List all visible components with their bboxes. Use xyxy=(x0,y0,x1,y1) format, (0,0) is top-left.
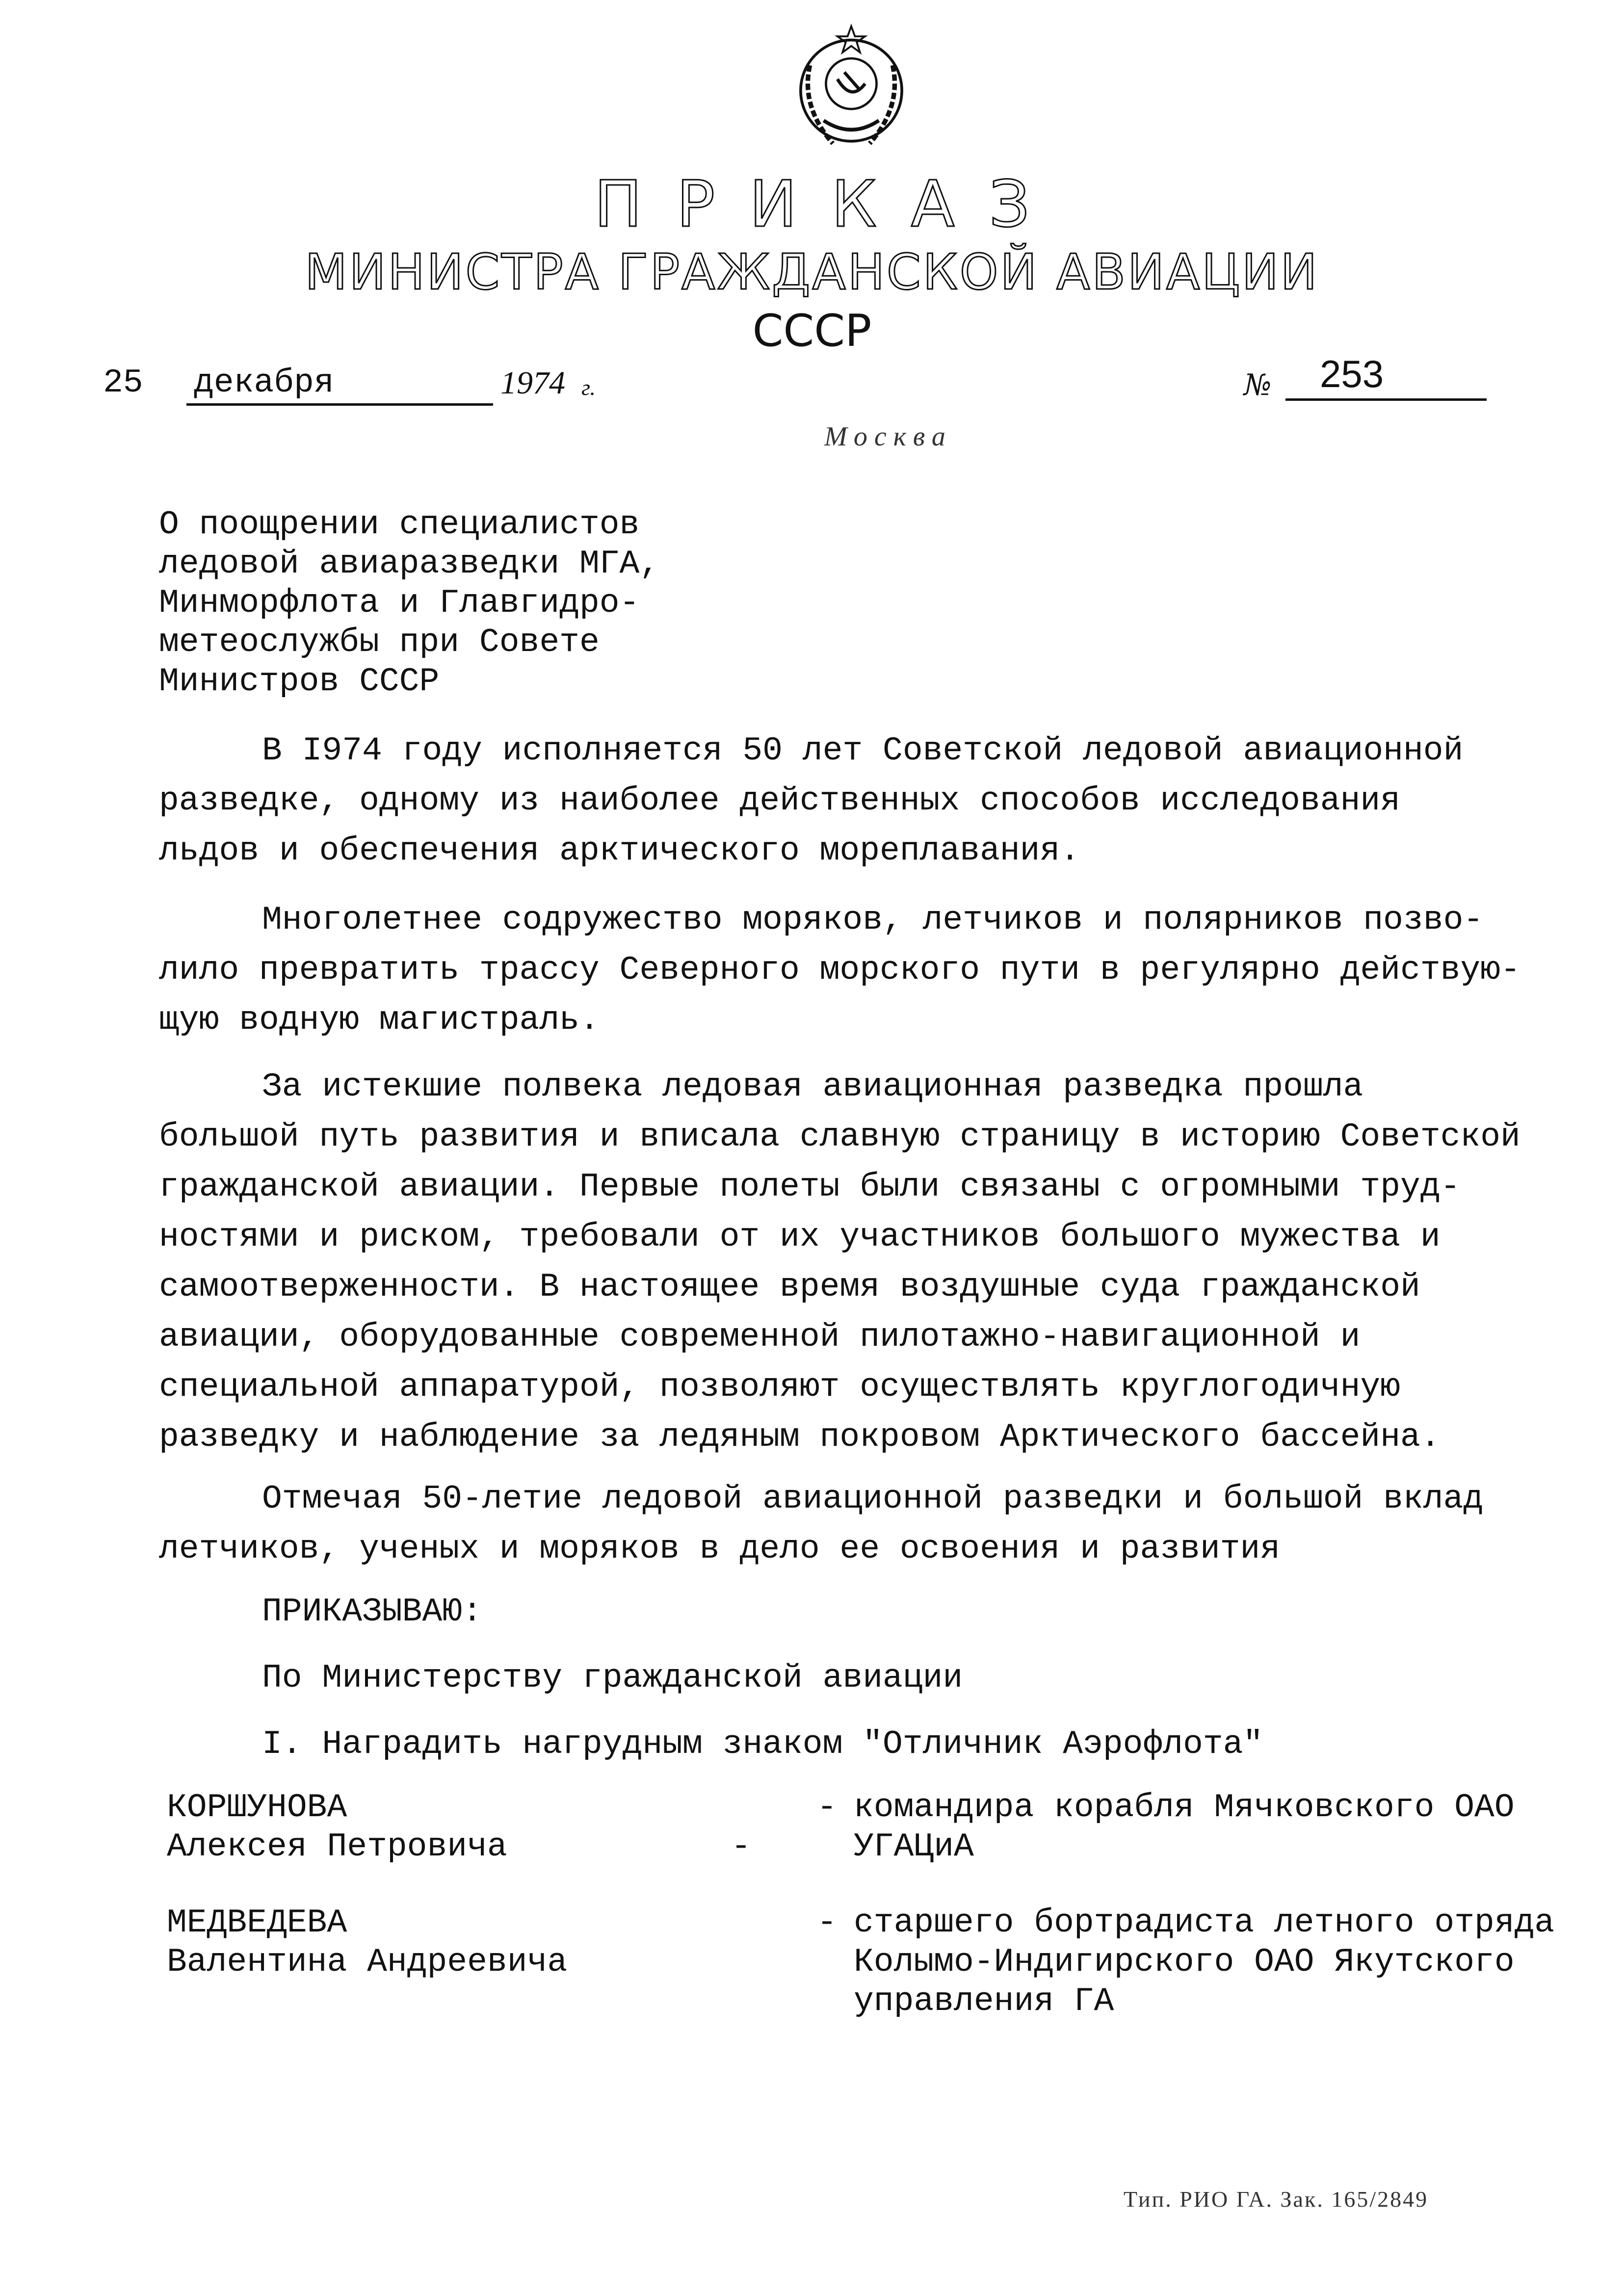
text-line: ностями и риском, требовали от их участников большого мужества и xyxy=(159,1218,1441,1256)
document-title: ПРИКАЗ xyxy=(594,167,1064,241)
subject-line: Министров СССР xyxy=(159,663,440,701)
number-label: № xyxy=(1244,368,1272,402)
position-line: командира корабля Мячковского ОАО xyxy=(854,1789,1515,1826)
awardee-1-dash-2: - xyxy=(731,1828,751,1866)
awardee-given-name: Валентина Андреевича xyxy=(167,1943,568,1981)
awardee-2-position xyxy=(854,1904,1554,2021)
text-line: лило превратить трассу Северного морского пути в регулярно действую- xyxy=(159,951,1520,989)
order-section: По Министерству гражданской авиации xyxy=(262,1659,963,1697)
subject-line: метеослужбы при Совете xyxy=(159,624,600,661)
date-month: декабря xyxy=(194,364,334,402)
country-heading: СССР xyxy=(752,305,872,357)
text-line: разведку и наблюдение за ледяным покровом Арктического бассейна. xyxy=(159,1418,1441,1456)
awardee-given-name: Алексея Петровича xyxy=(167,1828,507,1866)
subject-line: Минморфлота и Главгидро- xyxy=(159,584,640,622)
awardee-2-name xyxy=(167,1904,567,1982)
awardee-2-dash-col xyxy=(817,1904,837,1943)
awardee-1-dash-col xyxy=(817,1788,837,1827)
text-line: В I974 году исполняется 50 лет Советской ледовой авиационной xyxy=(262,732,1464,770)
paragraph-1 xyxy=(159,726,1463,876)
paragraph-2 xyxy=(159,895,1520,1045)
ministry-heading: МИНИСТРА ГРАЖДАНСКОЙ АВИАЦИИ xyxy=(305,243,1319,301)
order-item-1: I. Наградить нагрудным знаком "Отличник Аэрофлота" xyxy=(262,1725,1263,1763)
position-line: управления ГА xyxy=(854,1983,1114,2020)
subject-line: ледовой авиаразведки МГА, xyxy=(159,545,660,583)
text-line: щую водную магистраль. xyxy=(159,1001,600,1039)
awardee-1-dash: - xyxy=(817,1789,837,1826)
position-line: Колымо-Индигирского ОАО Якутского xyxy=(854,1943,1515,1981)
awardee-surname: КОРШУНОВА xyxy=(167,1789,347,1826)
order-heading: ПРИКАЗЫВАЮ: xyxy=(262,1593,482,1631)
city: Москва xyxy=(824,421,952,452)
state-emblem-icon xyxy=(787,15,915,162)
text-line: За истекшие полвека ледовая авиационная разведка прошла xyxy=(262,1068,1363,1106)
text-line: специальной аппаратурой, позволяют осуществлять круглогодичную xyxy=(159,1368,1401,1406)
text-line: гражданской авиации. Первые полеты были связаны с огромными труд- xyxy=(159,1168,1461,1206)
order-number: 253 xyxy=(1320,352,1384,395)
text-line: большой путь развития и вписала славную страницу в историю Советской xyxy=(159,1118,1520,1156)
text-line: самоотверженности. В настоящее время воздушные суда гражданской xyxy=(159,1268,1420,1306)
position-line: УГАЦиА xyxy=(854,1828,974,1866)
text-line: Многолетнее содружество моряков, летчиков и полярников позво- xyxy=(262,901,1484,939)
awardee-surname: МЕДВЕДЕВА xyxy=(167,1904,347,1942)
paragraph-3 xyxy=(159,1062,1520,1462)
awardee-1-name xyxy=(167,1788,507,1867)
text-line: разведке, одному из наиболее действенных способов исследования xyxy=(159,782,1401,820)
date-year: 1974 xyxy=(500,365,565,401)
date-underline xyxy=(186,403,493,406)
text-line: летчиков, ученых и моряков в дело ее освоения и развития xyxy=(159,1530,1281,1568)
paragraph-4 xyxy=(159,1474,1483,1574)
subject-block xyxy=(159,505,659,702)
date-day: 25 xyxy=(103,364,143,402)
text-line: льдов и обеспечения арктического мореплавания. xyxy=(159,832,1080,870)
subject-line: О поощрении специалистов xyxy=(159,506,640,544)
text-line: Отмечая 50-летие ледовой авиационной разведки и большой вклад xyxy=(262,1480,1484,1518)
awardee-1-dash-2-col xyxy=(731,1827,751,1867)
print-imprint: Тип. РИО ГА. Зак. 165/2849 xyxy=(1124,2187,1429,2212)
awardee-2-dash: - xyxy=(817,1904,837,1942)
position-line: старшего бортрадиста летного отряда xyxy=(854,1904,1555,1942)
awardee-1-position xyxy=(854,1788,1515,1867)
text-line: авиации, оборудованные современной пилотажно-навигационной и xyxy=(159,1318,1361,1356)
date-year-suffix: г. xyxy=(581,375,596,400)
number-underline xyxy=(1285,398,1487,401)
